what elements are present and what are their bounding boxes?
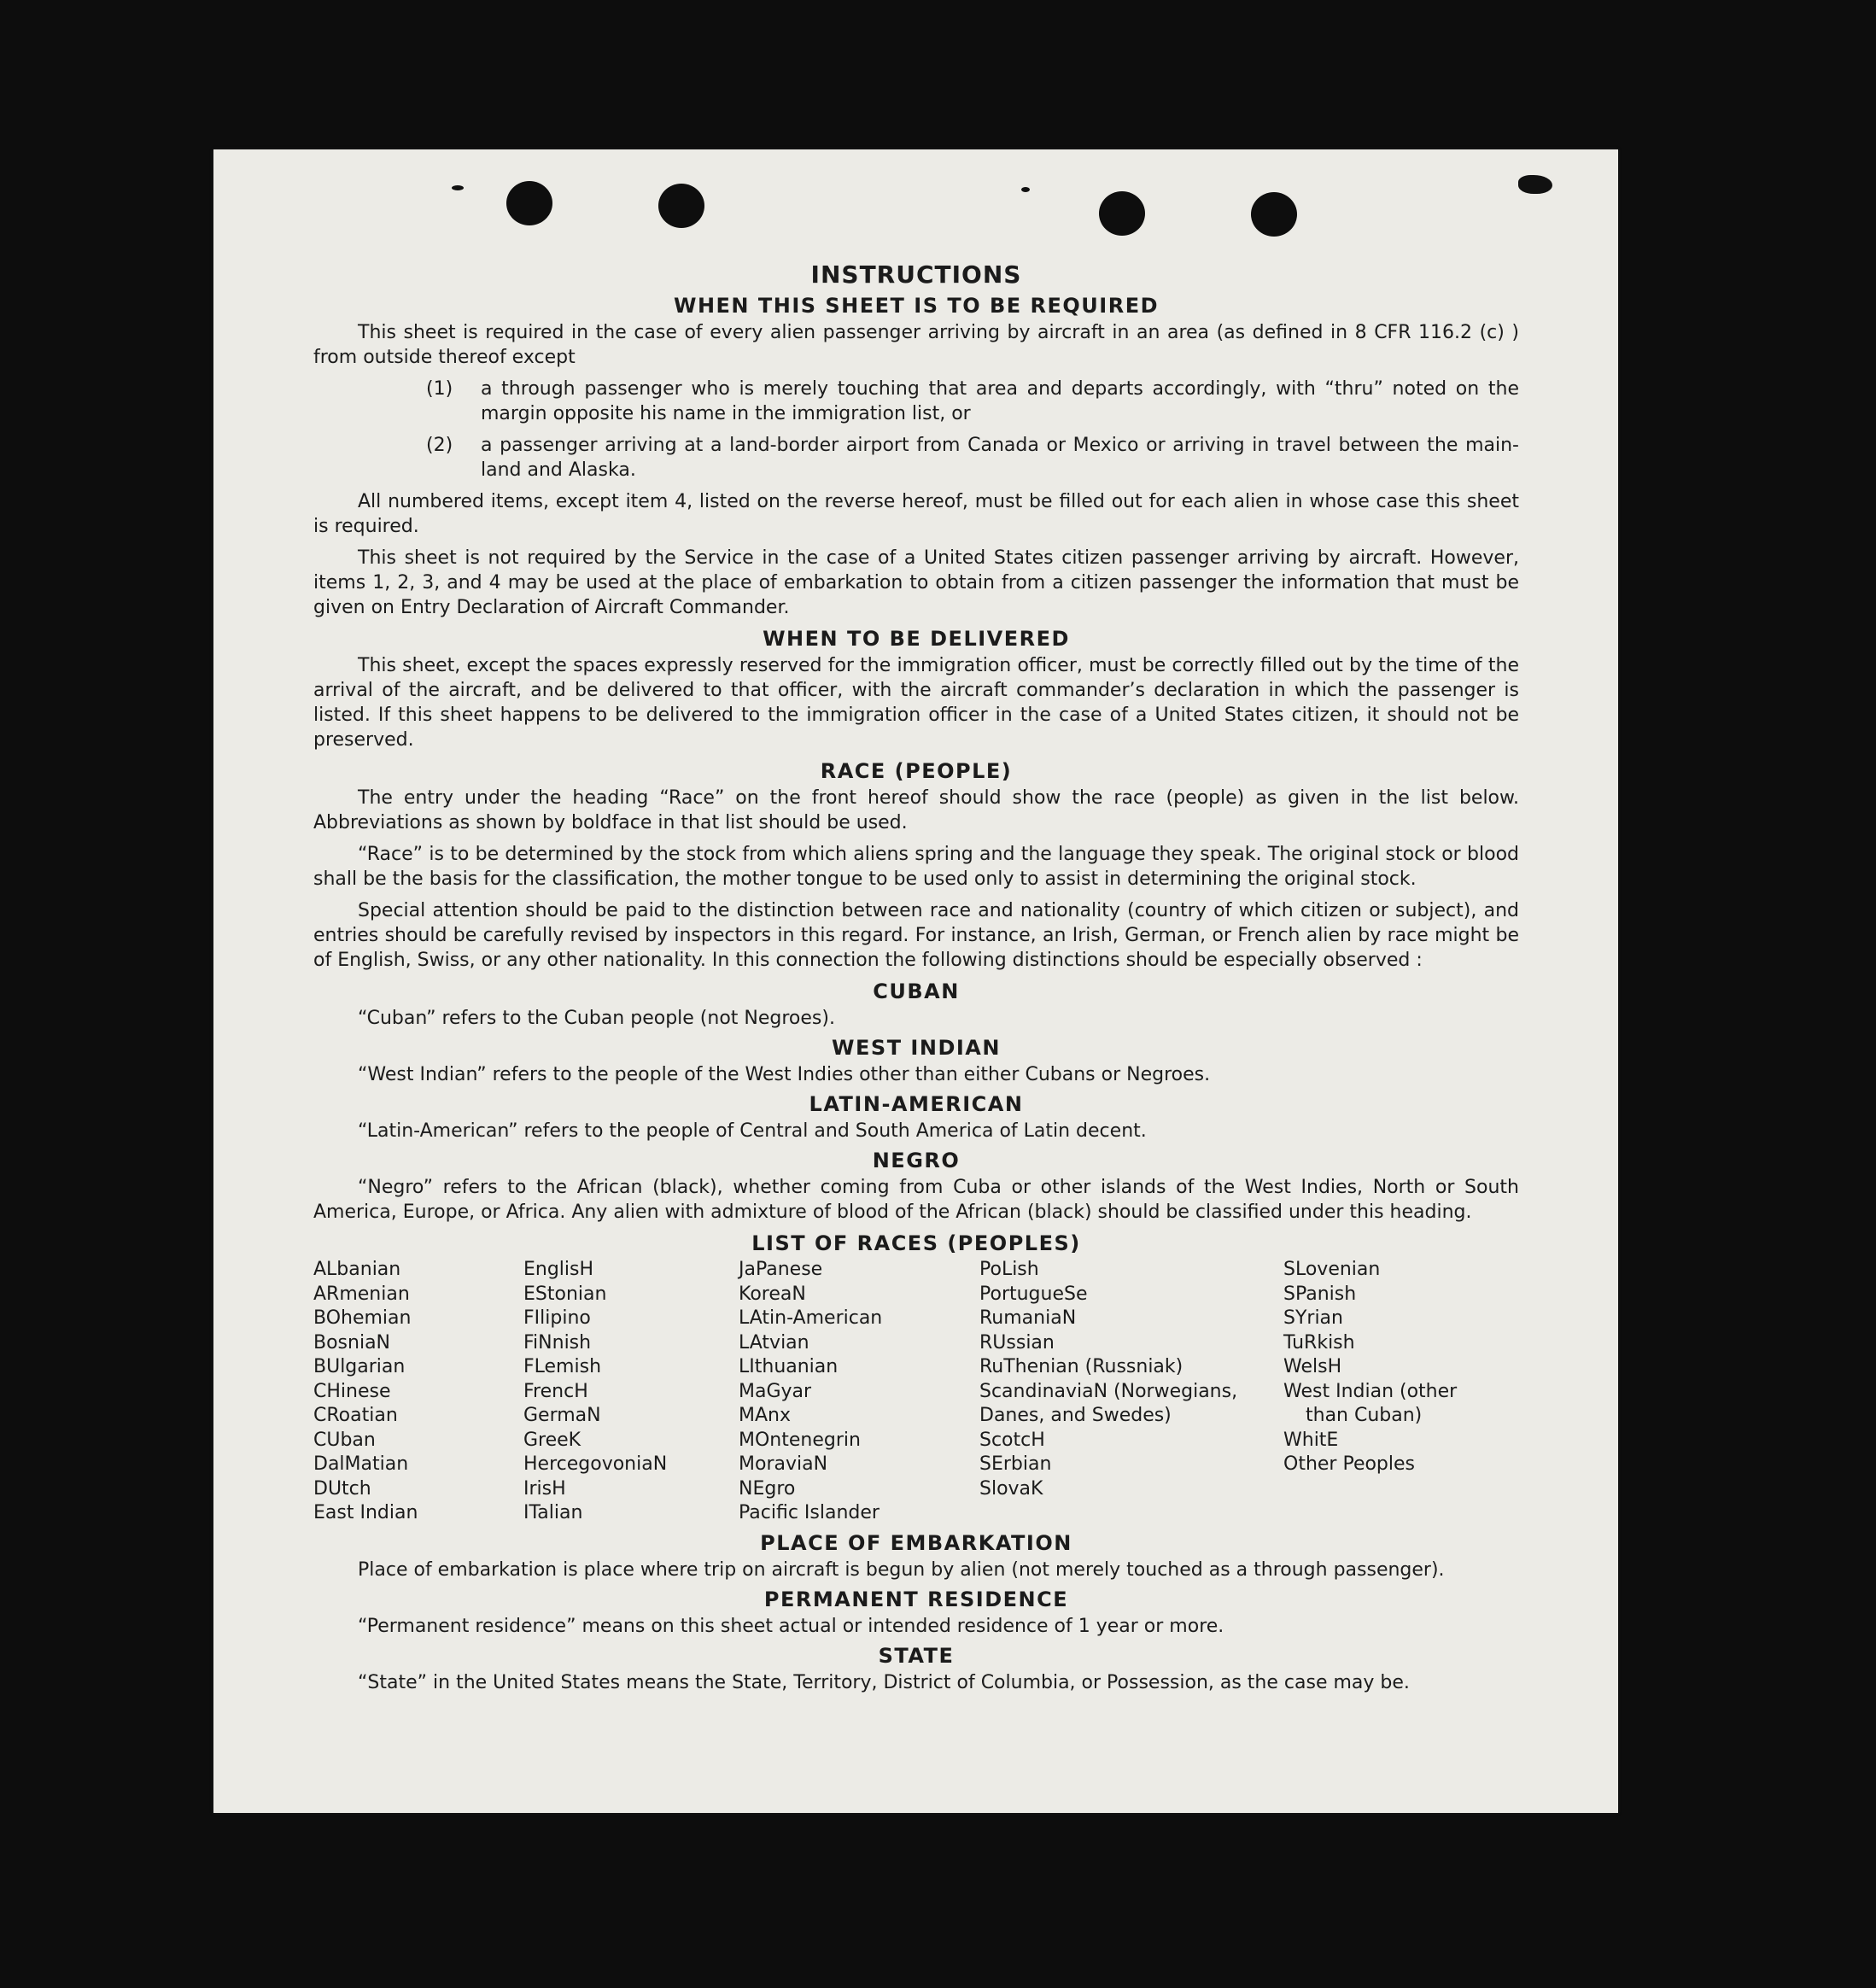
races-list bbox=[313, 1258, 1519, 1526]
heading-cuban: CUBAN bbox=[873, 979, 960, 1003]
when-required-intro: This sheet is required in the case of every alien passenger arriving by aircraft in an area (as defined in 8 CFR 116.2 (c) ) from outside thereof except bbox=[313, 322, 1519, 368]
document-sheet bbox=[213, 149, 1618, 1813]
race-entry: CRoatian bbox=[313, 1405, 398, 1426]
race-entry: JaPanese bbox=[739, 1259, 823, 1280]
race-entry: RuThenian (Russniak) bbox=[979, 1356, 1183, 1377]
race-entry: SlovaK bbox=[979, 1477, 1043, 1500]
page-title: INSTRUCTIONS bbox=[810, 260, 1022, 289]
punch-hole bbox=[1099, 191, 1145, 236]
race-entry: LAtvian bbox=[739, 1331, 809, 1354]
heading-state: STATE bbox=[878, 1643, 955, 1668]
race-entry: BOhemian bbox=[313, 1307, 412, 1329]
race-entry: Pacific Islander bbox=[739, 1502, 880, 1523]
punch-hole bbox=[506, 181, 552, 225]
race-entry: RumaniaN bbox=[979, 1307, 1077, 1329]
race-entry: SPanish bbox=[1283, 1283, 1357, 1305]
item-text: a passenger arriving at a land-border airport from Canada or Mexico or arriving in travel between the main-land and Alaska. bbox=[481, 435, 1519, 481]
exception-item bbox=[426, 377, 1519, 426]
race-entry: LIthuanian bbox=[739, 1356, 839, 1377]
ink-speck bbox=[1518, 175, 1552, 194]
races-column bbox=[523, 1258, 739, 1526]
race-para2: “Race” is to be determined by the stock from which aliens spring and the language they speak. The original stock or blood shall be the basis for the classification, the mother tongue to be used only to assist in determining the original stock. bbox=[313, 844, 1519, 890]
race-entry: FLemish bbox=[523, 1356, 602, 1377]
race-para1: The entry under the heading “Race” on the front hereof should show the race (people) as given in the list below. Abbreviations as shown by boldface in that list should be used. bbox=[313, 787, 1519, 833]
race-entry: MaGyar bbox=[739, 1380, 812, 1402]
race-entry: TuRkish bbox=[1283, 1331, 1355, 1354]
state-text: “State” in the United States means the State, Territory, District of Columbia, or Possession, as the case may be. bbox=[358, 1671, 1410, 1693]
race-entry: ScotcH bbox=[979, 1429, 1045, 1451]
instructions-content bbox=[313, 262, 1519, 1700]
heading-permanent-residence: PERMANENT RESIDENCE bbox=[763, 1587, 1069, 1611]
race-entry: EnglisH bbox=[523, 1259, 594, 1280]
punch-hole bbox=[1251, 192, 1297, 237]
race-entry: PoLish bbox=[979, 1259, 1039, 1280]
item-text: a through passenger who is merely touching that area and departs accordingly, with “thru” noted on the margin opposite his name in the immigration list, or bbox=[481, 378, 1519, 424]
race-entry: SErbian bbox=[979, 1453, 1052, 1475]
race-entry: GermaN bbox=[523, 1405, 601, 1426]
embarkation-text: Place of embarkation is place where trip on aircraft is begun by alien (not merely touched as a through passenger). bbox=[358, 1558, 1445, 1581]
race-entry: NEgro bbox=[739, 1477, 796, 1500]
heading-when-required: WHEN THIS SHEET IS TO BE REQUIRED bbox=[673, 294, 1160, 318]
race-entry: FIlipino bbox=[523, 1307, 591, 1329]
race-entry: CHinese bbox=[313, 1380, 391, 1402]
heading-when-delivered: WHEN TO BE DELIVERED bbox=[763, 627, 1070, 651]
race-entry: ScandinaviaN (Norwegians, Danes, and Swedes) bbox=[979, 1380, 1238, 1426]
race-entry: DUtch bbox=[313, 1477, 371, 1500]
race-entry: EStonian bbox=[523, 1283, 607, 1305]
race-entry: MoraviaN bbox=[739, 1453, 828, 1475]
race-para3: Special attention should be paid to the distinction between race and nationality (country of which citizen or subject), and entries should be carefully revised by inspectors in this regard. For instance, an Irish, German, or French alien by race might be of English, Swiss, or any other nationality. In this connection the following distinctions should be especially observed : bbox=[313, 900, 1519, 971]
ink-speck bbox=[452, 185, 464, 190]
item-number: (1) bbox=[426, 378, 453, 400]
heading-race: RACE (PEOPLE) bbox=[820, 759, 1013, 783]
race-entry: ALbanian bbox=[313, 1259, 401, 1280]
races-column bbox=[739, 1258, 979, 1526]
west-indian-text: “West Indian” refers to the people of the West Indies other than either Cubans or Negroes. bbox=[358, 1064, 1211, 1085]
when-delivered-text: This sheet, except the spaces expressly reserved for the immigration officer, must be correctly filled out by the time of the arrival of the aircraft, and be delivered to that officer, with the aircraft commander’s declaration in which the passenger is listed. If this sheet happens to be delivered to the immigration officer in the case of a United States citizen, it should not be preserved. bbox=[313, 655, 1519, 751]
race-entry: SLovenian bbox=[1283, 1259, 1381, 1280]
race-entry: KoreaN bbox=[739, 1283, 806, 1305]
races-column bbox=[979, 1258, 1283, 1526]
cuban-text: “Cuban” refers to the Cuban people (not Negroes). bbox=[358, 1008, 835, 1029]
race-entry: PortugueSe bbox=[979, 1283, 1088, 1305]
race-entry: SYrian bbox=[1283, 1307, 1343, 1329]
race-entry: ITalian bbox=[523, 1502, 583, 1523]
heading-negro: NEGRO bbox=[872, 1149, 961, 1172]
race-entry: ARmenian bbox=[313, 1283, 410, 1305]
race-entry: BosniaN bbox=[313, 1331, 391, 1354]
race-entry: West Indian (other bbox=[1283, 1380, 1458, 1402]
latin-american-text: “Latin-American” refers to the people of Central and South America of Latin decent. bbox=[358, 1120, 1147, 1142]
item-number: (2) bbox=[426, 435, 453, 456]
race-entry: East Indian bbox=[313, 1502, 418, 1523]
heading-latin-american: LATIN-AMERICAN bbox=[809, 1092, 1024, 1116]
race-entry: BUlgarian bbox=[313, 1356, 406, 1377]
race-entry: WelsH bbox=[1283, 1356, 1342, 1377]
heading-embarkation: PLACE OF EMBARKATION bbox=[760, 1530, 1072, 1555]
negro-text: “Negro” refers to the African (black), whether coming from Cuba or other islands of the West Indies, North or South America, Europe, or Africa. Any alien with admixture of blood of the African (black) should be classified under this heading. bbox=[313, 1177, 1519, 1223]
race-entry: MOntenegrin bbox=[739, 1429, 861, 1451]
race-entry: RUssian bbox=[979, 1331, 1055, 1354]
race-entry: than Cuban) bbox=[1306, 1405, 1423, 1426]
race-entry: GreeK bbox=[523, 1429, 582, 1451]
punch-hole bbox=[658, 184, 704, 228]
race-entry: DalMatian bbox=[313, 1453, 409, 1475]
race-entry: WhitE bbox=[1283, 1429, 1339, 1451]
race-entry: FrencH bbox=[523, 1380, 588, 1402]
when-required-para3: This sheet is not required by the Service in the case of a United States citizen passenger arriving by aircraft. However, items 1, 2, 3, and 4 may be used at the place of embarkation to obtain from a citizen passenger the information that must be given on Entry Declaration of Aircraft Commander. bbox=[313, 547, 1519, 618]
race-entry: Other Peoples bbox=[1283, 1453, 1416, 1475]
heading-list-of-races: LIST OF RACES (PEOPLES) bbox=[751, 1231, 1081, 1255]
race-entry: IrisH bbox=[523, 1477, 566, 1500]
race-entry: LAtin-American bbox=[739, 1307, 883, 1329]
race-entry: CUban bbox=[313, 1429, 376, 1451]
ink-speck bbox=[1021, 187, 1030, 192]
when-required-para2: All numbered items, except item 4, listed on the reverse hereof, must be filled out for each alien in whose case this sheet is required. bbox=[313, 491, 1519, 537]
exception-item bbox=[426, 433, 1519, 482]
residence-text: “Permanent residence” means on this sheet actual or intended residence of 1 year or more. bbox=[358, 1615, 1224, 1637]
race-entry: HercegovoniaN bbox=[523, 1453, 668, 1475]
races-column bbox=[313, 1258, 523, 1526]
heading-west-indian: WEST INDIAN bbox=[832, 1036, 1001, 1060]
race-entry: MAnx bbox=[739, 1405, 791, 1426]
races-column bbox=[1283, 1258, 1505, 1526]
race-entry: FiNnish bbox=[523, 1331, 592, 1354]
